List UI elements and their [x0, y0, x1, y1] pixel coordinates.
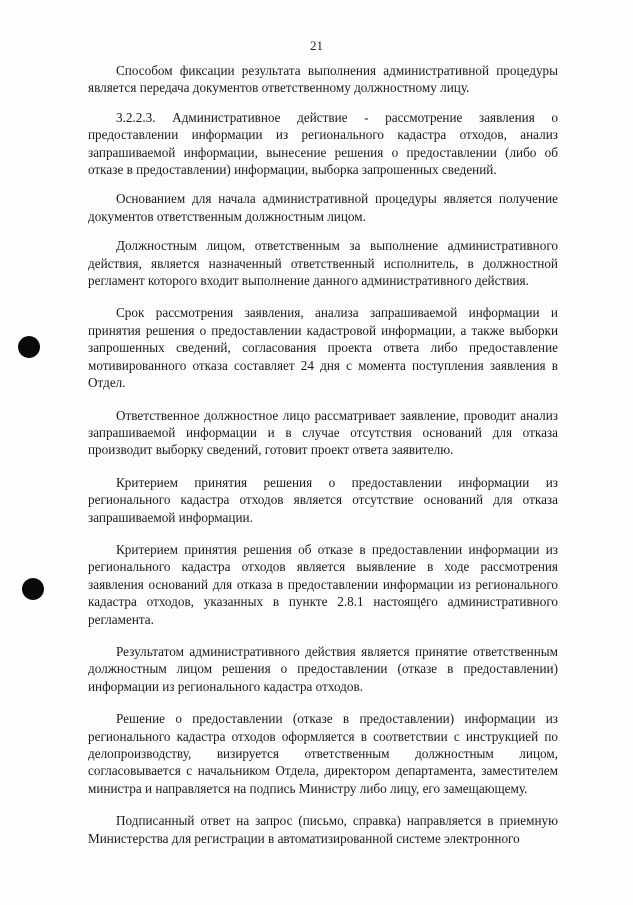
paragraph: Подписанный ответ на запрос (письмо, справка) направляется в приемную Министерства для регистрации в автоматизированной системе электронного — [88, 813, 558, 846]
paragraph: Решение о предоставлении (отказе в предоставлении) информации из регионального кадастра отходов оформляется в соответствии с инструкцией по делопроизводству, визируется ответственным должностным лицом, согласовывается с начальником Отдела, директором департамента, заместителем министра и направляется на подпись Министру либо лицу, его замещающему. — [88, 711, 558, 796]
paragraph: Основанием для начала административной процедуры является получение документов ответственным должностным лицом. — [88, 191, 558, 224]
paragraph: Должностным лицом, ответственным за выполнение административного действия, является назначенный ответственный исполнитель, в должностной регламент которого входит выполнение данного административного действия. — [88, 238, 558, 289]
paragraph: 3.2.2.3. Административное действие - рассмотрение заявления о предоставлении информации из регионального кадастра отходов, анализ запрашиваемой информации, вынесение решения о предоставлении (либо об отказе в предоставлении) информации, выборка запрошенных сведений. — [88, 109, 558, 178]
paragraph: Ответственное должностное лицо рассматривает заявление, проводит анализ запрашиваемой информации и в случае отсутствия оснований для отказа производит выборку сведений, готовит проект ответа заявителю. — [88, 407, 558, 458]
paragraph: Результатом административного действия является принятие ответственным должностным лицом решения о предоставлении (отказе в предоставлении) информации из регионального кадастра отходов. — [88, 643, 558, 694]
paragraph: Срок рассмотрения заявления, анализа запрашиваемой информации и принятия решения о предоставлении кадастровой информации, а также выборки запрошенных сведений, согласования проекта ответа либо предоставление мотивированного отказа составляет 24 дня с момента поступления заявления в Отдел. — [88, 305, 558, 391]
punch-hole-mark — [18, 336, 40, 358]
punch-hole-mark — [22, 578, 44, 600]
paragraph: Критерием принятия решения об отказе в предоставлении информации из регионального кадастра отходов является выявление в ходе рассмотрения заявления оснований для отказа в предоставлении информации из регионального кадастра отходов, указанных в пункте 2.8.1 настоящего административного регламента. — [88, 541, 558, 627]
paragraph: Критерием принятия решения о предоставлении информации из регионального кадастра отходов является отсутствие оснований для отказа запрашиваемой информации. — [88, 474, 558, 525]
paragraph: Способом фиксации результата выполнения административной процедуры является передача документов ответственному должностному лицу. — [88, 63, 558, 96]
page-number: 21 — [310, 38, 323, 53]
document-body — [88, 62, 558, 847]
